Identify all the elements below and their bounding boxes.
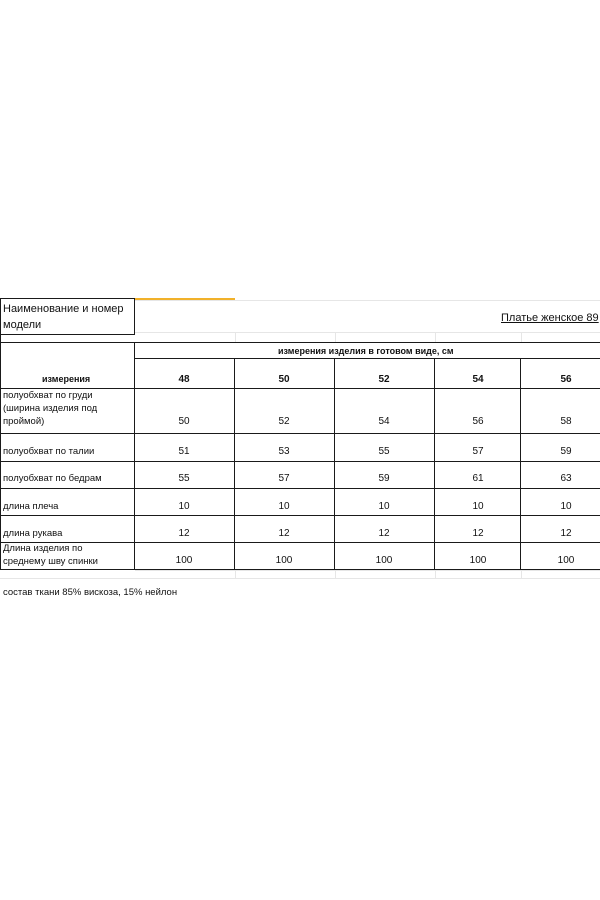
grid-line xyxy=(0,578,600,579)
grid-line xyxy=(135,332,600,333)
table-cell: 10 xyxy=(560,501,572,512)
table-cell: 10 xyxy=(178,501,190,512)
table-cell: 52 xyxy=(278,416,290,427)
grid-line xyxy=(335,332,336,342)
table-cell: 55 xyxy=(378,446,390,457)
table-cell: 56 xyxy=(472,416,484,427)
grid-line xyxy=(521,570,522,578)
table-border xyxy=(0,461,600,462)
model-title-label-line-1: Наименование и номер xyxy=(3,303,124,315)
row-label-chest-line-2: (ширина изделия под xyxy=(3,403,98,414)
fabric-composition-note: состав ткани 85% вискоза, 15% нейлон xyxy=(3,587,178,598)
row-label-chest-line-1: полуобхват по груди xyxy=(3,390,93,401)
table-border xyxy=(0,342,600,343)
table-cell: 12 xyxy=(560,528,572,539)
table-cell: 61 xyxy=(472,473,484,484)
row-label-length-line-1: Длина изделия по xyxy=(3,543,83,554)
table-border xyxy=(135,358,600,359)
table-cell: 12 xyxy=(178,528,190,539)
table-border xyxy=(0,298,1,570)
size-header-50: 50 xyxy=(278,374,290,385)
table-border xyxy=(434,358,435,570)
row-label-shoulder: длина плеча xyxy=(3,501,59,512)
table-cell: 51 xyxy=(178,446,190,457)
row-label-chest-line-3: проймой) xyxy=(3,416,45,427)
row-label-length-line-2: среднему шву спинки xyxy=(3,556,98,567)
table-border xyxy=(234,358,235,570)
table-cell: 10 xyxy=(278,501,290,512)
table-border xyxy=(0,569,600,570)
table-cell: 100 xyxy=(557,555,575,566)
row-label-waist: полуобхват по талии xyxy=(3,446,95,457)
grid-line xyxy=(135,300,600,301)
size-header-56: 56 xyxy=(560,374,572,385)
grid-line xyxy=(235,332,236,342)
table-border xyxy=(0,515,600,516)
table-cell: 59 xyxy=(378,473,390,484)
table-cell: 10 xyxy=(472,501,484,512)
table-cell: 54 xyxy=(378,416,390,427)
grid-line xyxy=(521,332,522,342)
row-header: измерения xyxy=(42,374,91,384)
table-border xyxy=(0,298,135,299)
table-cell: 57 xyxy=(278,473,290,484)
table-cell: 59 xyxy=(560,446,572,457)
table-border xyxy=(0,334,135,335)
table-cell: 100 xyxy=(275,555,293,566)
table-cell: 63 xyxy=(560,473,572,484)
model-title-label-line-2: модели xyxy=(3,319,42,331)
table-border xyxy=(0,488,600,489)
table-cell: 100 xyxy=(175,555,193,566)
table-border xyxy=(334,358,335,570)
grid-line xyxy=(235,570,236,578)
measurements-group-header: измерения изделия в готовом виде, см xyxy=(278,346,454,356)
model-name-link[interactable]: Платье женское 89 xyxy=(501,312,599,324)
grid-line xyxy=(435,570,436,578)
table-cell: 100 xyxy=(469,555,487,566)
table-border xyxy=(0,542,600,543)
size-chart-sheet xyxy=(0,298,600,618)
table-cell: 12 xyxy=(472,528,484,539)
table-border xyxy=(0,388,600,389)
table-border xyxy=(520,358,521,570)
row-label-hips: полуобхват по бедрам xyxy=(3,473,102,484)
table-cell: 55 xyxy=(178,473,190,484)
table-cell: 100 xyxy=(375,555,393,566)
table-cell: 53 xyxy=(278,446,290,457)
table-cell: 50 xyxy=(178,416,190,427)
table-cell: 58 xyxy=(560,416,572,427)
size-header-48: 48 xyxy=(178,374,190,385)
grid-line xyxy=(335,570,336,578)
table-border xyxy=(134,342,135,570)
table-cell: 10 xyxy=(378,501,390,512)
size-header-52: 52 xyxy=(378,374,390,385)
row-label-sleeve: длина рукава xyxy=(3,528,63,539)
grid-line xyxy=(135,570,600,571)
table-cell: 12 xyxy=(278,528,290,539)
size-header-54: 54 xyxy=(472,374,484,385)
table-cell: 57 xyxy=(472,446,484,457)
grid-line xyxy=(435,332,436,342)
table-border xyxy=(134,298,135,334)
table-border xyxy=(0,433,600,434)
table-cell: 12 xyxy=(378,528,390,539)
